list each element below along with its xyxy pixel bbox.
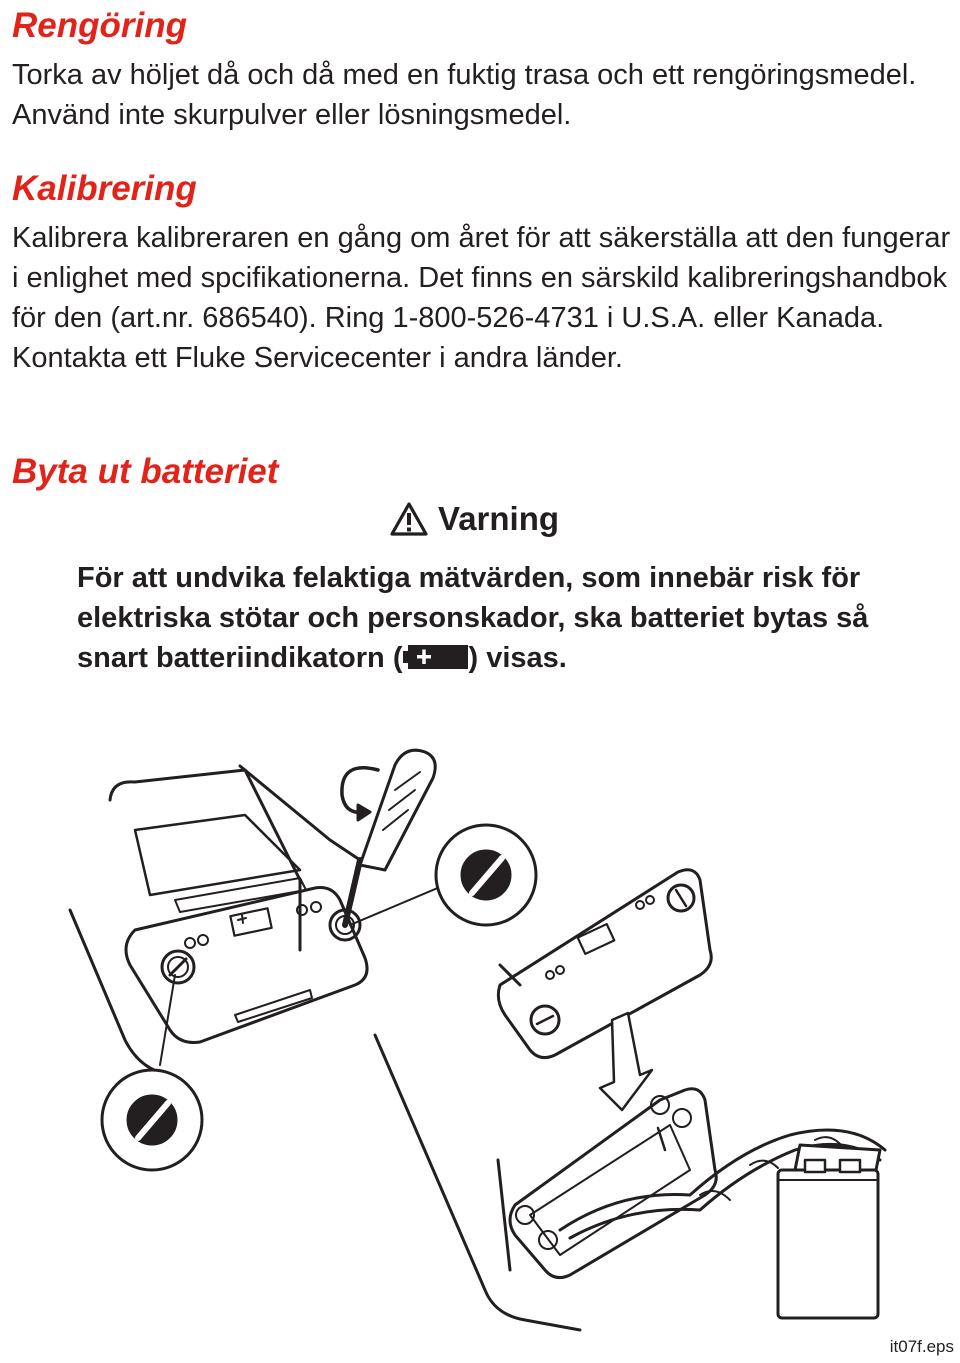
cleaning-heading: Rengöring bbox=[12, 6, 187, 45]
warning-text bbox=[77, 558, 897, 678]
warning-title bbox=[390, 497, 559, 541]
device-body-right bbox=[375, 1035, 580, 1330]
calibration-heading: Kalibrering bbox=[12, 169, 197, 208]
cleaning-text: Torka av höljet då och då med en fuktig trasa och ett rengöringsmedel. Använd inte skurpulver eller lösningsmedel. bbox=[12, 59, 917, 131]
warning-triangle-icon bbox=[390, 502, 428, 536]
warning-text-before: För att undvika felaktiga mätvärden, som innebär risk för elektriska stötar och personskador, ska batteriet bytas så snart batteriindikatorn ( bbox=[77, 562, 869, 674]
battery-replacement-illustration bbox=[0, 740, 960, 1340]
battery-9v bbox=[778, 1170, 878, 1318]
calibration-text: Kalibrera kalibreraren en gång om året för att säkerställa att den fungerar i enlighet med spcifikationerna. Det finns en särskild kalibreringshandbok för den (art.nr. 686540). Ring 1-800-526-4731 i U.S.A. eller Kanada. Kontakta ett Fluke Servicecenter i andra länder. bbox=[12, 222, 951, 374]
figure-label: it07f.eps bbox=[889, 1337, 954, 1356]
battery-heading: Byta ut batteriet bbox=[12, 452, 279, 491]
battery-compartment bbox=[510, 1089, 716, 1278]
battery-indicator-icon bbox=[403, 643, 469, 671]
warning-text-after: ) visas. bbox=[468, 642, 567, 674]
warning-title-text: Varning bbox=[438, 500, 560, 537]
